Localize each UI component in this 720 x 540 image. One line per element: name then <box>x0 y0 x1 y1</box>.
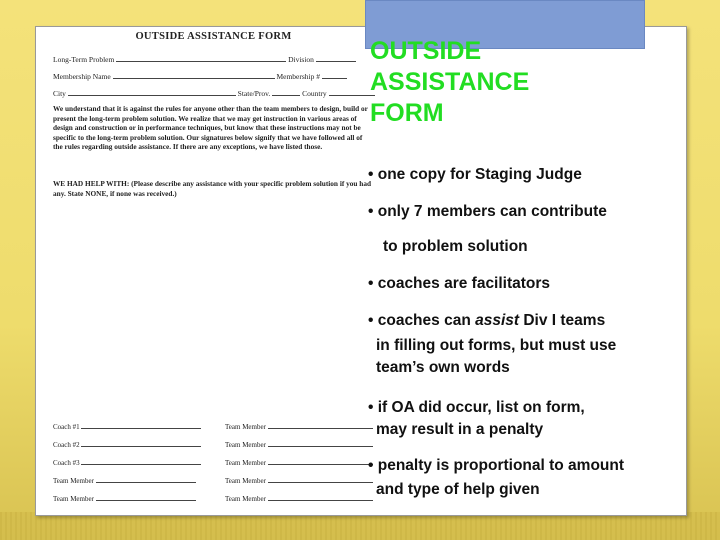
bullet-coaches-assist-cont2: team’s own words <box>376 359 510 376</box>
signature-line <box>53 438 201 449</box>
background-stripes <box>0 512 720 540</box>
form-paragraph-rules: We understand that it is against the rules for anyone other than the team members to design, build or present the long-term problem solution. We realize that we may get instruction in various areas of design and construction or in performance techniques, but know that these instructions may not be specific to the long-term problem solution. Our signatures below signify that we have followed all of the rules regarding outside assistance. If there are any exceptions, we have listed those. <box>53 104 368 152</box>
bullet-penalty: • penalty is proportional to amount <box>368 457 625 474</box>
form-title: OUTSIDE ASSISTANCE FORM <box>135 31 292 42</box>
bullet-seven-members: • only 7 members can contribute <box>368 203 607 220</box>
bullet-penalty-cont: and type of help given <box>376 481 540 498</box>
signature-label: Team Member <box>225 477 266 485</box>
bullet-staging-judge: • one copy for Staging Judge <box>368 166 582 183</box>
slide-title <box>370 36 660 129</box>
signature-label: Team Member <box>225 423 266 431</box>
form-image <box>41 29 386 509</box>
signature-line <box>225 420 373 431</box>
bullet-seven-members-cont: to problem solution <box>383 238 528 255</box>
bullet-italic: assist <box>475 312 520 329</box>
signature-label: Team Member <box>53 477 94 485</box>
signature-line <box>225 474 373 485</box>
bullet-text: • coaches can <box>368 312 476 329</box>
field-state-label: State/Prov. <box>237 89 271 98</box>
signature-label: Team Member <box>225 495 266 503</box>
form-paragraph-help: WE HAD HELP WITH: (Please describe any assistance with your specific problem solution if you had any. State NONE, if none was received.) <box>53 179 372 198</box>
bullet-oa-occur-cont: may result in a penalty <box>376 421 544 438</box>
signature-line <box>53 492 196 503</box>
signature-line <box>53 474 196 485</box>
signature-line <box>225 492 373 503</box>
field-division-label: Division <box>288 55 314 64</box>
signature-label: Team Member <box>225 459 266 467</box>
signature-label: Coach #1 <box>53 423 80 431</box>
signature-line <box>53 420 201 431</box>
field-membership-num-label: Membership # <box>276 72 320 81</box>
bullet-coaches-assist-cont: in filling out forms, but must use <box>376 337 617 354</box>
signature-line <box>225 456 373 467</box>
bullet-facilitators: • coaches are facilitators <box>368 275 551 292</box>
field-membership <box>53 70 347 81</box>
slide-title-line: ASSISTANCE <box>370 68 530 96</box>
field-longterm <box>53 53 356 64</box>
bullet-text: Div I teams <box>519 312 606 329</box>
signature-label: Coach #3 <box>53 459 80 467</box>
signature-line <box>225 438 373 449</box>
field-location <box>53 87 375 98</box>
bullet-oa-occur: • if OA did occur, list on form, <box>368 399 585 416</box>
field-membership-name-label: Membership Name <box>53 72 111 81</box>
field-city-label: City <box>53 89 66 98</box>
slide-title-line: OUTSIDE <box>370 37 482 65</box>
field-country-label: Country <box>302 89 327 98</box>
signature-line <box>53 456 201 467</box>
signature-label: Team Member <box>225 441 266 449</box>
field-longterm-label: Long-Term Problem <box>53 55 115 64</box>
signature-label: Coach #2 <box>53 441 80 449</box>
slide-title-line: FORM <box>370 99 444 127</box>
signature-label: Team Member <box>53 495 94 503</box>
bullet-coaches-assist <box>368 310 605 331</box>
